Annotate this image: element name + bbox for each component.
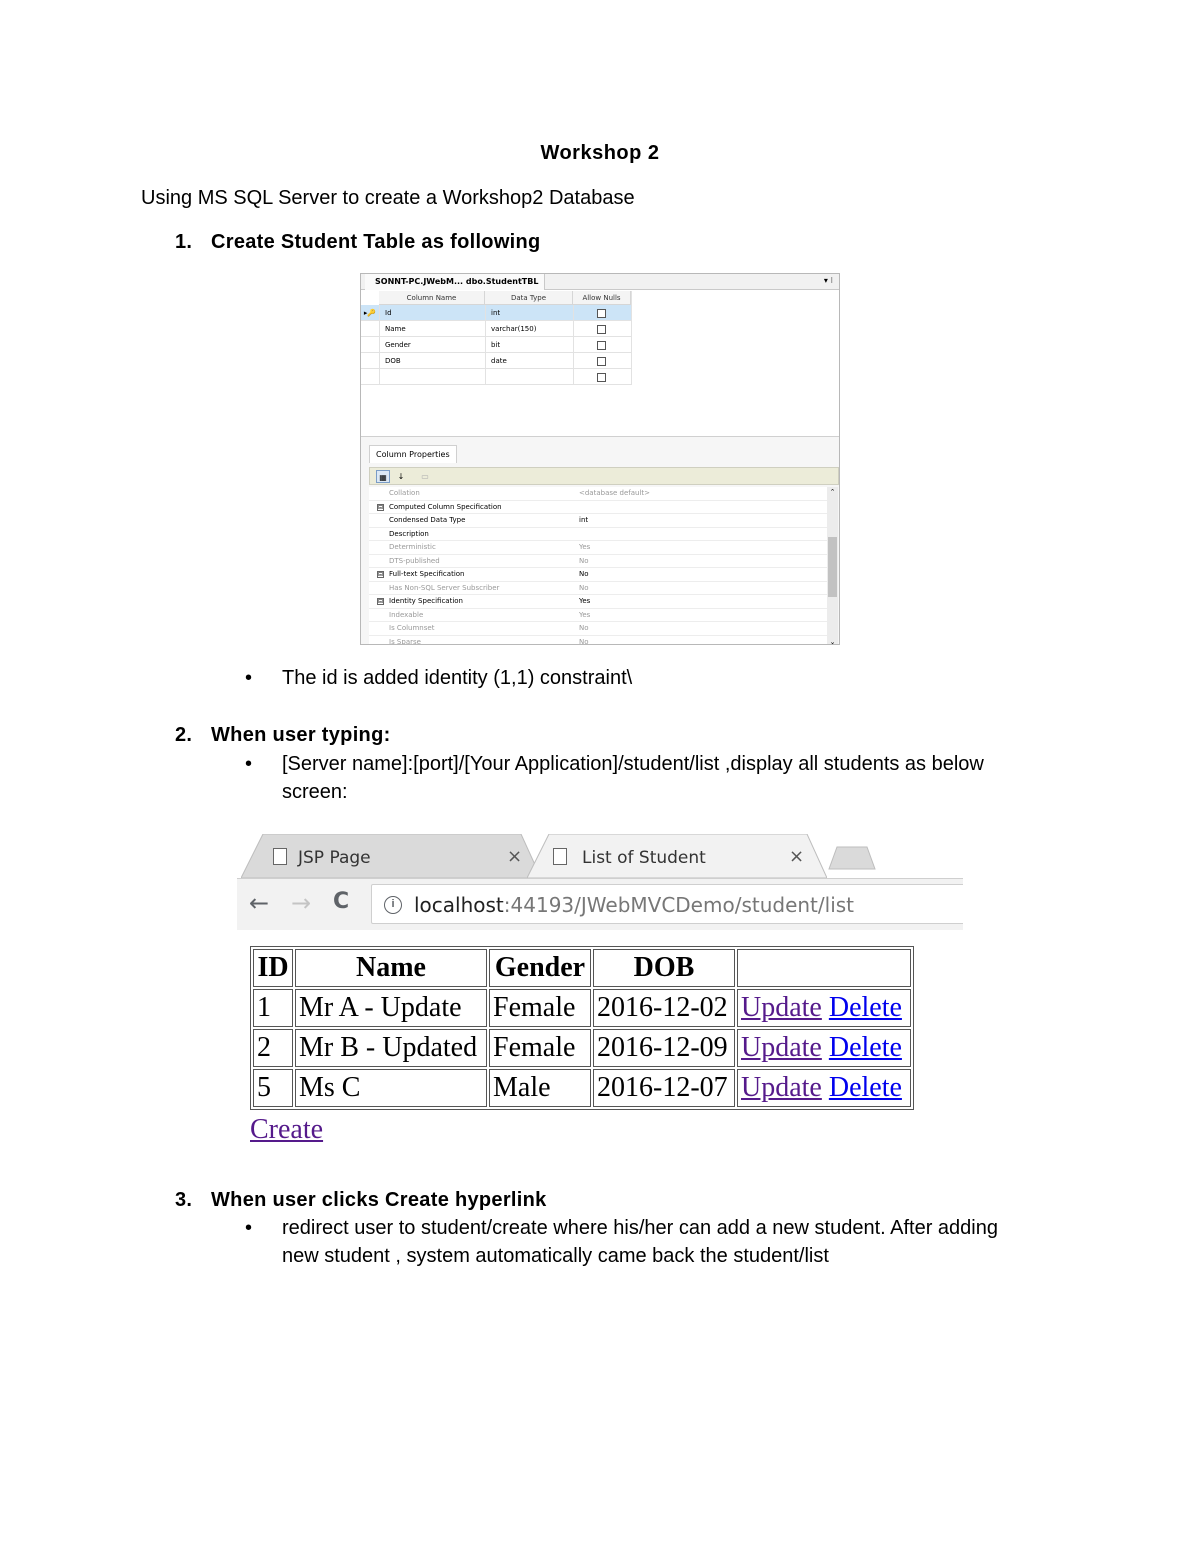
url-path: :44193/JWebMVCDemo/student/list [503, 893, 855, 917]
cell-gender: Female [489, 989, 591, 1027]
column-name-cell[interactable]: Gender [385, 341, 411, 349]
table-header-row [253, 949, 911, 987]
allow-nulls-checkbox[interactable] [597, 357, 606, 366]
row-selector-icon[interactable]: ▸🔑 [363, 309, 377, 317]
row-selector-icon[interactable] [361, 369, 379, 385]
row-selector-icon[interactable] [361, 337, 379, 353]
property-pages-icon[interactable]: ▭ [421, 472, 429, 481]
designer-row[interactable] [361, 369, 631, 385]
property-row[interactable] [369, 582, 827, 596]
property-row[interactable] [369, 609, 827, 623]
cell-name: Mr A - Update [295, 989, 487, 1027]
data-type-cell[interactable]: int [491, 309, 501, 317]
section-3-heading [175, 1189, 547, 1212]
property-row[interactable] [369, 568, 827, 582]
section-title: When user clicks Create hyperlink [211, 1189, 547, 1211]
property-row[interactable] [369, 528, 827, 542]
browser-toolbar [237, 878, 963, 930]
table-row [253, 1029, 911, 1067]
tab-title: List of Student [582, 848, 706, 868]
property-name: DTS-published [389, 556, 440, 565]
table-designer-screenshot [360, 273, 840, 645]
designer-row[interactable] [361, 321, 631, 337]
header-gender: Gender [489, 949, 591, 987]
delete-link[interactable]: Delete [828, 992, 902, 1023]
address-bar[interactable] [371, 884, 963, 924]
cell-dob: 2016-12-02 [593, 989, 735, 1027]
column-header-type: Data Type [485, 291, 573, 305]
property-row[interactable] [369, 487, 827, 501]
column-header-nulls: Allow Nulls [573, 291, 631, 305]
cell-id: 1 [253, 989, 293, 1027]
page-icon [553, 848, 567, 865]
row-selector-icon[interactable] [361, 353, 379, 369]
property-row[interactable] [369, 514, 827, 528]
property-row[interactable] [369, 555, 827, 569]
header-id: ID [253, 949, 293, 987]
column-header-name: Column Name [379, 291, 485, 305]
header-name: Name [295, 949, 487, 987]
bullet-text: redirect user to student/create where his/her can add a new student. After adding [282, 1217, 998, 1239]
cell-actions [737, 1069, 911, 1107]
data-type-cell[interactable]: bit [491, 341, 501, 349]
update-link[interactable]: Update [741, 1032, 822, 1063]
intro-text: Using MS SQL Server to create a Workshop2 Database [141, 187, 635, 209]
bullet-text-cont: new student , system automatically came back the student/list [282, 1245, 829, 1267]
close-icon[interactable]: × [789, 846, 805, 867]
delete-link[interactable]: Delete [828, 1032, 902, 1063]
allow-nulls-checkbox[interactable] [597, 373, 606, 382]
cell-actions [737, 989, 911, 1027]
scroll-thumb[interactable] [828, 537, 837, 597]
property-value: int [579, 516, 589, 524]
property-row[interactable] [369, 622, 827, 636]
forward-icon[interactable]: → [291, 889, 312, 917]
bullet-text-cont: screen: [282, 781, 348, 803]
tab-title: JSP Page [298, 848, 371, 868]
browser-tab-strip [237, 830, 963, 878]
new-tab-button[interactable] [827, 845, 877, 871]
property-row[interactable] [369, 501, 827, 515]
tab-column-properties[interactable]: Column Properties [369, 445, 457, 463]
property-value: Yes [579, 610, 591, 619]
column-name-cell[interactable]: Name [385, 325, 406, 333]
property-name: Indexable [389, 610, 424, 619]
info-icon[interactable]: i [384, 896, 402, 914]
page-icon [273, 848, 287, 865]
bullet-icon: • [245, 667, 253, 689]
property-name: Has Non-SQL Server Subscriber [389, 583, 500, 592]
cell-id: 5 [253, 1069, 293, 1107]
property-value: No [579, 556, 589, 565]
table-row [253, 989, 911, 1027]
cell-dob: 2016-12-09 [593, 1029, 735, 1067]
section-title: Create Student Table as following [211, 231, 541, 253]
designer-row[interactable] [361, 305, 631, 321]
row-selector-icon[interactable] [361, 321, 379, 337]
reload-icon[interactable]: C [333, 889, 350, 914]
bullet-icon: • [245, 753, 253, 775]
property-name: Collation [389, 489, 420, 497]
browser-tab-jsp-page[interactable] [241, 834, 541, 878]
table-row [253, 1069, 911, 1107]
collapse-icon[interactable]: ⊟ [378, 598, 384, 605]
data-type-cell[interactable]: varchar(150) [491, 325, 537, 333]
scroll-up-icon[interactable]: ⌃ [829, 488, 836, 496]
allow-nulls-checkbox[interactable] [597, 309, 606, 318]
allow-nulls-checkbox[interactable] [597, 325, 606, 334]
column-properties-panel [361, 436, 839, 645]
property-name: Is Sparse [389, 637, 421, 645]
tab-dropdown-icon[interactable]: ▾ ⁝ [823, 276, 833, 285]
browser-tab-list-of-student[interactable] [527, 834, 827, 878]
scroll-down-icon[interactable]: ⌄ [829, 638, 836, 645]
section-number: 2. [175, 724, 193, 746]
property-name: Deterministic [389, 543, 436, 551]
page-title: Workshop 2 [540, 142, 660, 164]
allow-nulls-checkbox[interactable] [597, 341, 606, 350]
column-name-cell[interactable]: Id [385, 309, 392, 317]
cell-id: 2 [253, 1029, 293, 1067]
property-value: No [579, 637, 589, 645]
designer-tab-strip [361, 274, 839, 290]
property-name: Is Columnset [389, 624, 435, 632]
property-name: Condensed Data Type [389, 516, 466, 524]
delete-link[interactable]: Delete [828, 1072, 902, 1103]
bullet-text: The id is added identity (1,1) constraint\ [282, 667, 633, 689]
property-value: No [579, 583, 589, 592]
close-icon[interactable]: × [507, 846, 523, 867]
designer-row[interactable] [361, 353, 631, 369]
property-row[interactable] [369, 595, 827, 609]
section-1-heading [175, 231, 541, 254]
student-table [250, 946, 914, 1110]
cell-name: Mr B - Updated [295, 1029, 487, 1067]
header-dob: DOB [593, 949, 735, 987]
cell-gender: Female [489, 1029, 591, 1067]
property-name: Computed Column Specification [389, 502, 502, 511]
collapse-icon[interactable]: ⊟ [378, 503, 384, 511]
collapse-icon[interactable]: ⊟ [378, 571, 384, 578]
properties-toolbar [369, 467, 839, 485]
section-number: 3. [175, 1189, 193, 1211]
url-host: localhost [414, 893, 504, 917]
column-name-cell[interactable]: DOB [385, 357, 401, 365]
property-name: Identity Specification [389, 597, 463, 605]
property-value: Yes [579, 543, 591, 551]
property-row[interactable] [369, 636, 827, 646]
section-2-heading [175, 724, 391, 747]
update-link[interactable]: Update [741, 1072, 822, 1103]
back-icon[interactable]: ← [249, 889, 270, 917]
bullet-text: [Server name]:[port]/[Your Application]/student/list ,display all students as below [282, 753, 984, 775]
bullet-icon: • [245, 1217, 253, 1239]
cell-dob: 2016-12-07 [593, 1069, 735, 1107]
create-link[interactable]: Create [250, 1114, 324, 1145]
browser-screenshot [237, 830, 963, 930]
cell-name: Ms C [295, 1069, 487, 1107]
properties-scrollbar[interactable] [827, 487, 838, 645]
url-text [414, 893, 854, 917]
cell-actions [737, 1029, 911, 1067]
property-row[interactable] [369, 541, 827, 555]
designer-row[interactable] [361, 337, 631, 353]
section-number: 1. [175, 231, 193, 253]
cell-gender: Male [489, 1069, 591, 1107]
property-name: Description [389, 529, 429, 538]
property-value: <database default> [579, 489, 651, 497]
property-name: Full-text Specification [389, 570, 465, 578]
section-title: When user typing: [211, 724, 391, 746]
header-actions [737, 949, 911, 987]
property-value: Yes [579, 597, 591, 605]
category-icon[interactable]: ▦ [376, 470, 390, 483]
sort-az-icon[interactable]: ↓ [397, 472, 405, 481]
designer-tab[interactable]: SONNT-PC.JWebM... dbo.StudentTBL [365, 274, 545, 290]
property-value: No [579, 624, 589, 632]
data-type-cell[interactable]: date [491, 357, 507, 365]
update-link[interactable]: Update [741, 992, 822, 1023]
property-value: No [579, 570, 589, 578]
